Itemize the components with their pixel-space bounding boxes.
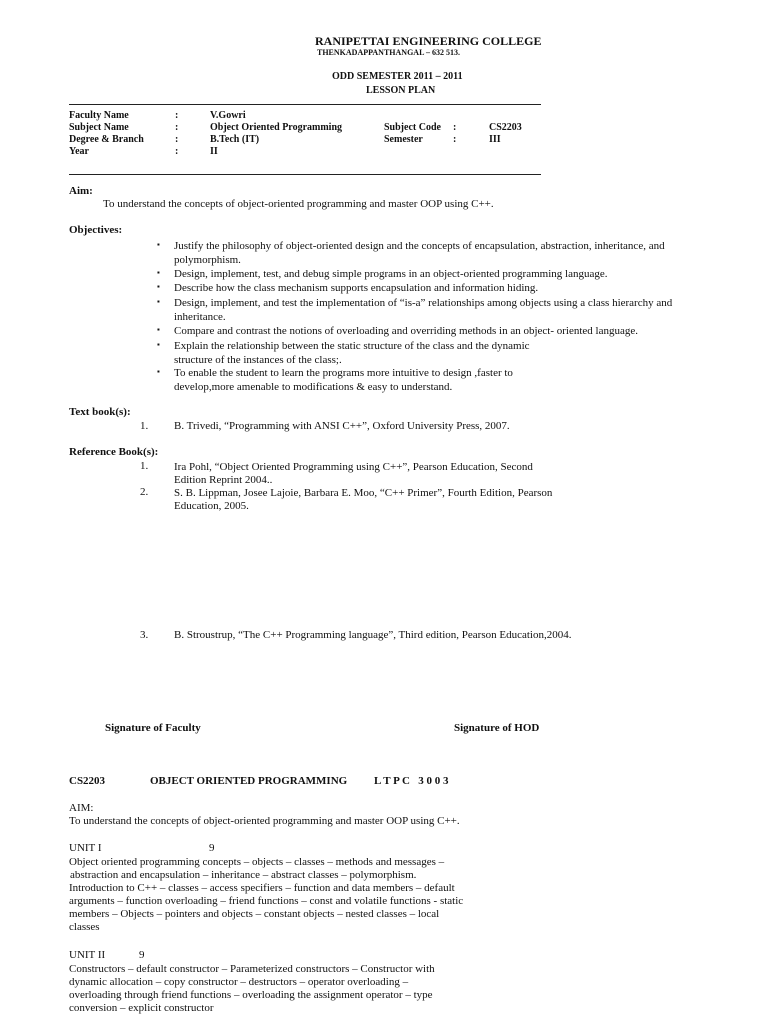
colon: : [453, 134, 457, 145]
syllabus-ltpc: L T P C 3 0 0 3 [374, 775, 449, 787]
year-label: Year [69, 146, 89, 157]
header-rule-top [69, 104, 541, 105]
faculty-signature-label: Signature of Faculty [105, 722, 201, 734]
lesson-plan-title: LESSON PLAN [366, 85, 436, 96]
semester-label: Semester [384, 134, 423, 145]
textbook-item: B. Trivedi, “Programming with ANSI C++”, Oxford University Press, 2007. [174, 420, 510, 432]
bullet-icon: ▪ [157, 282, 160, 291]
bullet-icon: ▪ [157, 325, 160, 334]
objectives-heading: Objectives: [69, 224, 123, 236]
subject-name-label: Subject Name [69, 122, 129, 133]
college-name: RANIPETTAI ENGINEERING COLLEGE [315, 34, 542, 48]
objective-item: Describe how the class mechanism supports encapsulation and information hiding. [174, 282, 539, 294]
subject-code-label: Subject Code [384, 122, 441, 133]
objective-item: Design, implement, and test the implementation of “is-a” relationships among objects using a class hierarchy and inheritance. [174, 297, 673, 323]
unit-2-title: UNIT II [69, 949, 106, 961]
aim-text: To understand the concepts of object-oriented programming and master OOP using C++. [103, 198, 494, 210]
bullet-icon: ▪ [157, 367, 160, 376]
objective-item: Justify the philosophy of object-oriented design and the concepts of encapsulation, abstraction, inheritance, and polymorphism. [174, 240, 665, 266]
colon: : [453, 122, 457, 133]
year-value: II [210, 146, 218, 157]
semester-value: III [489, 134, 501, 145]
degree-branch-value: B.Tech (IT) [210, 134, 260, 145]
aim-heading: Aim: [69, 185, 93, 197]
header-rule-bottom [69, 174, 541, 175]
syllabus-aim-text: To understand the concepts of object-oriented programming and master OOP using C++. [69, 815, 460, 827]
syllabus-aim-heading: AIM: [69, 802, 94, 814]
objective-item: To enable the student to learn the programs more intuitive to design ,faster to develop,more amenable to modifications & easy to understand. [174, 367, 513, 393]
faculty-name-value: V.Gowri [210, 110, 246, 121]
colon: : [175, 122, 179, 133]
college-address: THENKADAPPANTHANGAL – 632 513. [317, 48, 460, 57]
subject-code-value: CS2203 [489, 122, 522, 133]
reference-item: S. B. Lippman, Josee Lajoie, Barbara E. Moo, “C++ Primer”, Fourth Edition, Pearson Education, 2005. [174, 487, 553, 512]
degree-branch-label: Degree & Branch [69, 134, 144, 145]
semester-title: ODD SEMESTER 2011 – 2011 [332, 71, 463, 82]
unit-2-content: Constructors – default constructor – Parameterized constructors – Constructor with dynamic allocation – copy constructor – destructors – operator overloading – overloading through friend functions – overloading the assignment operator – type conversion – explicit constructor [69, 963, 435, 1014]
reference-item: Ira Pohl, “Object Oriented Programming using C++”, Pearson Education, Second Edition Reprint 2004.. [174, 461, 533, 486]
textbook-number: 1. [140, 420, 149, 432]
bullet-icon: ▪ [157, 297, 160, 306]
bullet-icon: ▪ [157, 240, 160, 249]
hod-signature-label: Signature of HOD [454, 722, 540, 734]
subject-name-value: Object Oriented Programming [210, 122, 343, 133]
unit-2-hours: 9 [139, 949, 145, 961]
colon: : [175, 110, 179, 121]
colon: : [175, 146, 179, 157]
reference-number: 3. [140, 629, 149, 641]
objective-item: Compare and contrast the notions of overloading and overriding methods in an object- oriented language. [174, 325, 639, 337]
faculty-name-label: Faculty Name [69, 110, 129, 121]
textbooks-heading: Text book(s): [69, 406, 131, 418]
colon: : [175, 134, 179, 145]
bullet-icon: ▪ [157, 268, 160, 277]
syllabus-title: OBJECT ORIENTED PROGRAMMING [150, 775, 348, 787]
reference-number: 1. [140, 460, 149, 472]
bullet-icon: ▪ [157, 340, 160, 349]
unit-1-content: Object oriented programming concepts – objects – classes – methods and messages – abstraction and encapsulation – inheritance – abstract classes – polymorphism. Introduction to C++ – classes – access specifiers – function and data members – default arguments – function overloading – friend functions – const and volatile functions - static members – Objects – pointers and objects – constant objects – nested classes – local classes [69, 856, 464, 933]
reference-number: 2. [140, 486, 149, 498]
reference-item: B. Stroustrup, “The C++ Programming language”, Third edition, Pearson Education,2004. [174, 629, 572, 641]
objective-item: Explain the relationship between the static structure of the class and the dynamic structure of the instances of the class;. [174, 340, 530, 366]
unit-1-hours: 9 [209, 842, 215, 854]
unit-1-title: UNIT I [69, 842, 102, 854]
syllabus-code: CS2203 [69, 775, 106, 787]
objective-item: Design, implement, test, and debug simple programs in an object-oriented programming language. [174, 268, 608, 280]
references-heading: Reference Book(s): [69, 446, 159, 458]
